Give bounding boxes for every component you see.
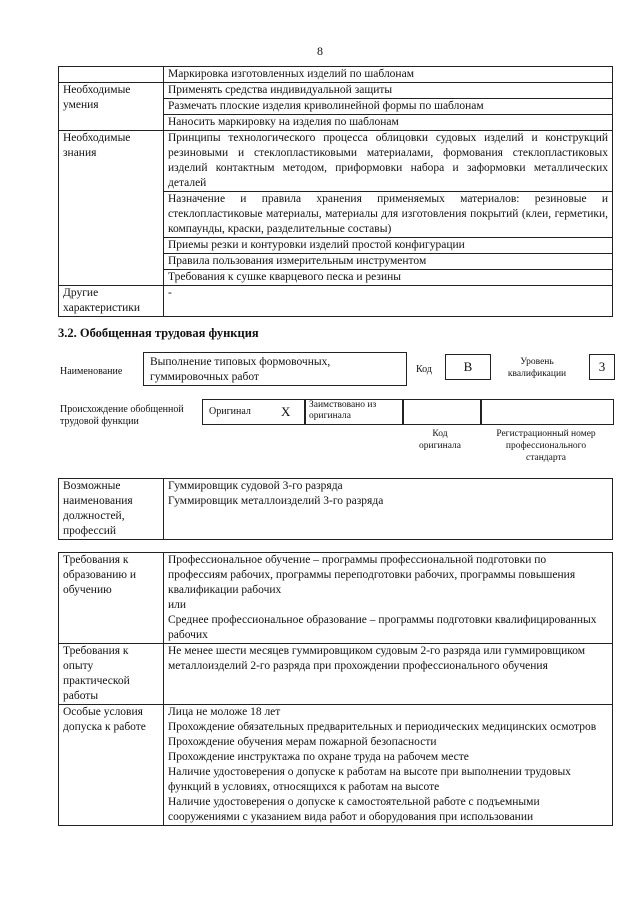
table-row: Наносить маркировку на изделия по шаблонам — [164, 115, 613, 131]
table-row: Приемы резки и контуровки изделий простой конфигурации — [164, 238, 613, 254]
list-item: Гуммировщик металлоизделий 3-го разряда — [168, 495, 384, 507]
list-item: Наличие удостоверения о допуске к работам на высоте при выполнении трудовых функций в условиях, относящихся к работам на высоте — [168, 766, 571, 793]
table-row: - — [164, 286, 613, 317]
conditions-values — [164, 705, 613, 826]
skills-label: Необходимые умения — [59, 83, 164, 131]
divider — [402, 399, 404, 425]
origin-row — [202, 399, 614, 425]
name-label: Наименование — [60, 366, 123, 377]
education-label: Требования к образованию и обучению — [59, 553, 164, 644]
knowledge-label: Необходимые знания — [59, 131, 164, 286]
list-item: Прохождение обязательных предварительных и периодических медицинских осмотров — [168, 721, 597, 733]
table-row: Требования к сушке кварцевого песка и резины — [164, 270, 613, 286]
list-item: Профессиональное обучение – программы профессиональной подготовки по профессиям рабочих, программы переподготовки рабочих, программы повышения квалификации рабочих — [168, 554, 576, 596]
original-mark: X — [281, 404, 291, 419]
list-item: Среднее профессиональное образование – программы подготовки квалифицированных рабочих — [168, 614, 597, 641]
divider — [480, 399, 482, 425]
list-item: Лица не моложе 18 лет — [168, 706, 281, 718]
table-row: Применять средства индивидуальной защиты — [164, 83, 613, 99]
table-row: Маркировка изготовленных изделий по шаблонам — [164, 67, 613, 83]
reg-number-caption: Регистрационный номер профессионального стандарта — [496, 429, 596, 463]
table-row: Размечать плоские изделия криволинейной формы по шаблонам — [164, 99, 613, 115]
other-label: Другие характеристики — [59, 286, 164, 317]
positions-label: Возможные наименования должностей, профессий — [59, 479, 164, 540]
origin-label: Происхождение обобщенной трудовой функции — [60, 404, 184, 427]
table-cell-empty — [59, 67, 164, 83]
experience-label: Требования к опыту практической работы — [59, 644, 164, 705]
list-item: Наличие удостоверения о допуске к самостоятельной работе с подъемными сооружениями с указанием вида работ и оборудования при использовании — [168, 796, 540, 823]
code-value: В — [463, 359, 473, 374]
borrowed-label: Заимствовано из оригинала — [309, 400, 377, 421]
code-original-caption: Код оригинала — [419, 429, 461, 451]
skills-knowledge-table — [58, 66, 613, 317]
page-number: 8 — [317, 44, 323, 58]
positions-values — [164, 479, 613, 540]
positions-table — [58, 478, 613, 540]
list-item: Прохождение обучения мерам пожарной безопасности — [168, 736, 437, 748]
name-value: Выполнение типовых формовочных, гуммировочных работ — [150, 356, 331, 383]
experience-value: Не менее шести месяцев гуммировщиком судовым 2-го разряда или гуммировщиком металлоизделий 2-го разряда при прохождении профессионального обучения — [164, 644, 613, 705]
name-value-box — [143, 352, 407, 386]
table-row: Принципы технологического процесса облицовки судовых изделий и конструкций резиновыми и стеклопластиковыми материалами, формования стеклопластиковых изделий контактным методом, приформовки набора и заформовки металлических деталей — [164, 131, 613, 192]
original-label: Оригинал — [209, 406, 251, 417]
level-value: 3 — [598, 359, 606, 374]
table-row: Правила пользования измерительным инструментом — [164, 254, 613, 270]
level-label: Уровень квалификации — [507, 357, 567, 379]
education-values — [164, 553, 613, 644]
requirements-table — [58, 552, 613, 826]
level-box — [589, 354, 615, 380]
divider — [304, 399, 306, 425]
list-item: Прохождение инструктажа по охране труда на рабочем месте — [168, 751, 469, 763]
section-heading: 3.2. Обобщенная трудовая функция — [58, 326, 259, 340]
list-item: или — [168, 599, 187, 611]
conditions-label: Особые условия допуска к работе — [59, 705, 164, 826]
table-row: Назначение и правила хранения применяемых материалов: резиновые и стеклопластиковые материалы, материалы для изготовления покрытий (клеи, герметики, компаунды, краски, разделительные составы) — [164, 192, 613, 238]
code-box — [445, 354, 491, 380]
list-item: Гуммировщик судовой 3-го разряда — [168, 480, 343, 492]
code-label: Код — [416, 364, 432, 375]
